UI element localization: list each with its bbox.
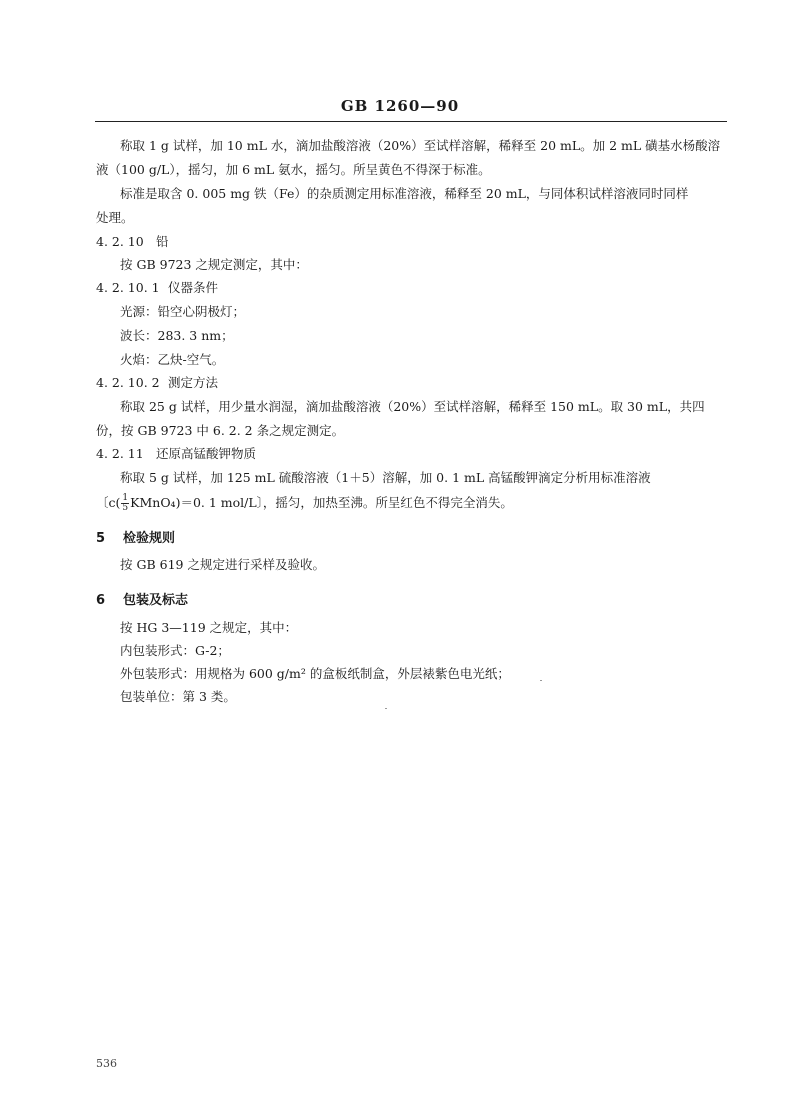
text-line: 液（100 g/L），摇匀，加 6 mL 氨水，摇匀。所呈黄色不得深于标准。 [96, 162, 491, 177]
formula-prefix: 〔c( [96, 495, 121, 510]
fraction [121, 494, 129, 513]
page-header-standard-number: GB 1260—90 [340, 97, 460, 115]
text-line: 按 HG 3—119 之规定，其中： [120, 620, 298, 635]
section-number: 4. 2. 10. 1 [96, 280, 160, 295]
scan-speck [540, 680, 542, 681]
section-title: 检验规则 [123, 531, 176, 546]
page-number: 536 [96, 1057, 117, 1070]
formula-line [96, 494, 513, 513]
formula-suffix: KMnO₄)＝0. 1 mol/L〕，摇匀，加热至沸。所呈红色不得完全消失。 [130, 495, 513, 510]
text-line: 标准是取含 0. 005 mg 铁（Fe）的杂质测定用标准溶液，稀释至 20 mL，与同体积试样溶液同时同样 [120, 186, 689, 201]
section-heading-4-2-11 [96, 446, 256, 462]
text-line: 称取 5 g 试样，加 125 mL 硫酸溶液（1＋5）溶解，加 0. 1 mL 高锰酸钾滴定分析用标准溶液 [120, 470, 651, 485]
section-number: 6 [96, 593, 106, 608]
fraction-numerator: 1 [122, 493, 129, 503]
section-heading-4-2-10 [96, 234, 169, 250]
text-line: 外包装形式：用规格为 600 g/m² 的盒板纸制盒，外层裱紫色电光纸； [120, 666, 510, 681]
text-line: 内包装形式：G-2； [120, 643, 230, 658]
scan-speck [385, 708, 387, 709]
text-line: 称取 1 g 试样，加 10 mL 水，滴加盐酸溶液（20%）至试样溶解，稀释至 20 mL。加 2 mL 磺基水杨酸溶 [120, 138, 721, 153]
text-line: 包装单位：第 3 类。 [120, 689, 236, 704]
text-line: 按 GB 619 之规定进行采样及验收。 [120, 557, 325, 572]
section-heading-5 [96, 531, 175, 547]
text-line: 光源：铅空心阴极灯； [120, 304, 246, 319]
text-line: 火焰：乙炔-空气。 [120, 352, 225, 367]
section-title: 还原高锰酸钾物质 [156, 446, 257, 461]
section-heading-6 [96, 593, 188, 609]
section-number: 4. 2. 10. 2 [96, 375, 160, 390]
fraction-denominator: 5 [122, 503, 129, 513]
text-line: 份，按 GB 9723 中 6. 2. 2 条之规定测定。 [96, 423, 345, 438]
text-line: 波长：283. 3 nm； [120, 328, 234, 343]
section-title: 包装及标志 [123, 593, 189, 608]
section-heading-4-2-10-1 [96, 280, 218, 296]
section-number: 4. 2. 11 [96, 446, 144, 461]
text-line: 称取 25 g 试样，用少量水润湿，滴加盐酸溶液（20%）至试样溶解，稀释至 150 mL。取 30 mL，共四 [120, 399, 705, 414]
section-number: 5 [96, 531, 106, 546]
section-title: 仪器条件 [168, 280, 219, 295]
section-number: 4. 2. 10 [96, 234, 144, 249]
section-title: 测定方法 [168, 375, 219, 390]
text-line: 按 GB 9723 之规定测定，其中： [120, 257, 308, 272]
section-title: 铅 [156, 234, 169, 249]
section-heading-4-2-10-2 [96, 375, 218, 391]
header-rule [95, 121, 727, 122]
text-line: 处理。 [96, 210, 134, 225]
